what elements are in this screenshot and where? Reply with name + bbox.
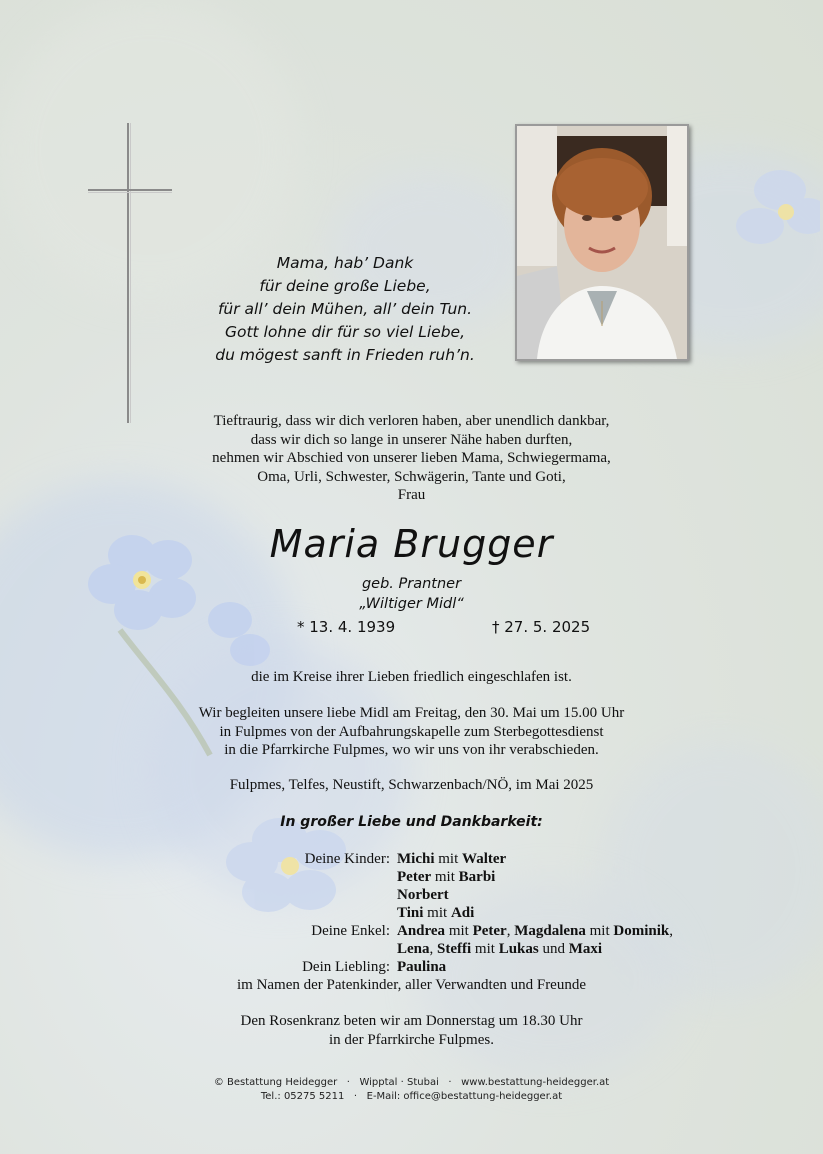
mourners-heading: In großer Liebe und Dankbarkeit: — [280, 814, 543, 830]
poem-line: Mama, hab’ Dank — [276, 254, 414, 272]
list-item: Tini mit Adi — [397, 905, 475, 921]
passing-line: die im Kreise ihrer Lieben friedlich eingeschlafen ist. — [251, 669, 572, 685]
poem-line: für all’ dein Mühen, all’ dein Tun. — [217, 300, 473, 318]
list-item: Peter mit Barbi — [397, 869, 496, 885]
death-date: † 27. 5. 2025 — [492, 618, 591, 636]
birth-name: geb. Prantner — [361, 576, 462, 592]
funeral-line: in die Pfarrkirche Fulpmes, wo wir uns von ihr verabschieden. — [224, 742, 599, 758]
funeral-line: in Fulpmes von der Aufbahrungskapelle zum Sterbegottesdienst — [219, 723, 604, 740]
rosary-line: in der Pfarrkirche Fulpmes. — [329, 1031, 494, 1048]
footer-line: Tel.: 05275 5211 · E-Mail: office@bestattung-heidegger.at — [260, 1091, 563, 1102]
list-item: Norbert — [397, 887, 449, 903]
deceased-name: Maria Brugger — [269, 522, 554, 566]
intro-line: dass wir dich so lange in unserer Nähe haben durften, — [250, 431, 573, 448]
intro-text — [0, 412, 823, 505]
rosary-line: Den Rosenkranz beten wir am Donnerstag um 18.30 Uhr — [240, 1013, 583, 1029]
list-item: Andrea mit Peter, Magdalena mit Dominik, — [397, 923, 674, 939]
intro-line: Oma, Urli, Schwester, Schwägerin, Tante und Goti, — [257, 468, 566, 485]
darling-label: Dein Liebling: — [302, 959, 390, 975]
list-item: Michi mit Walter — [397, 851, 507, 867]
nickname: „Wiltiger Midl“ — [359, 596, 464, 612]
funeral-text — [0, 704, 823, 760]
birth-date: * 13. 4. 1939 — [297, 618, 396, 636]
poem-line: du mögest sanft in Frieden ruh’n. — [215, 346, 475, 364]
intro-line: Tieftraurig, dass wir dich verloren haben, aber unendlich dankbar, — [213, 413, 610, 429]
portrait-photo — [515, 124, 689, 361]
also-on-behalf: im Namen der Patenkinder, aller Verwandten und Freunde — [236, 977, 586, 993]
children-label: Deine Kinder: — [304, 851, 390, 867]
poem-line: für deine große Liebe, — [259, 277, 431, 295]
intro-line: Frau — [397, 487, 426, 503]
rosary-text — [0, 1012, 823, 1049]
footer-line: © Bestattung Heidegger · Wipptal · Stubai · www.bestattung-heidegger.at — [213, 1077, 610, 1088]
intro-line: nehmen wir Abschied von unserer lieben Mama, Schwiegermama, — [212, 450, 611, 466]
poem — [180, 252, 510, 367]
poem-line: Gott lohne dir für so viel Liebe, — [224, 323, 465, 341]
list-item: Lena, Steffi mit Lukas und Maxi — [397, 941, 603, 957]
footer — [0, 1076, 823, 1104]
grandchildren-label: Deine Enkel: — [311, 923, 390, 939]
list-item: Paulina — [397, 959, 447, 975]
funeral-line: Wir begleiten unsere liebe Midl am Freitag, den 30. Mai um 15.00 Uhr — [198, 705, 625, 721]
place-date: Fulpmes, Telfes, Neustift, Schwarzenbach/NÖ, im Mai 2025 — [229, 777, 594, 793]
